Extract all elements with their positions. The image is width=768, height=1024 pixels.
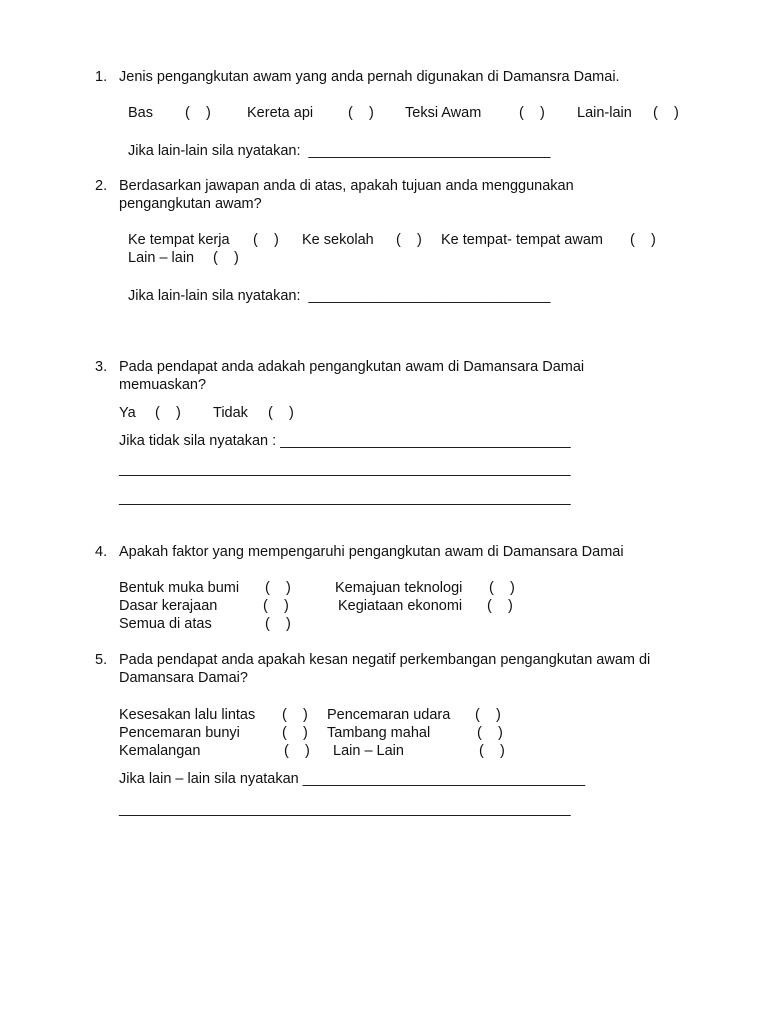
q3-option-label: Tidak bbox=[213, 405, 248, 421]
q5-option-label: Kesesakan lalu lintas bbox=[119, 707, 256, 723]
q4-text: Apakah faktor yang mempengaruhi pengangkutan awam di Damansara Damai bbox=[119, 544, 624, 560]
q3-option-label: Ya bbox=[119, 405, 136, 421]
q4-option-checkbox[interactable]: ( ) bbox=[263, 598, 289, 614]
q3-option-checkbox[interactable]: ( ) bbox=[155, 405, 181, 421]
q2-text: pengangkutan awam? bbox=[119, 196, 262, 212]
q5-option-label: Kemalangan bbox=[119, 743, 201, 759]
q2-text: Berdasarkan jawapan anda di atas, apakah tujuan anda menggunakan bbox=[119, 178, 574, 194]
q5-text: Damansara Damai? bbox=[119, 670, 248, 686]
q5-option-checkbox[interactable]: ( ) bbox=[477, 725, 503, 741]
q1-other-field[interactable]: Jika lain-lain sila nyatakan: ______________________________ bbox=[128, 143, 551, 159]
q2-number: 2. bbox=[95, 178, 108, 194]
q4-number: 4. bbox=[95, 544, 108, 560]
q5-option-checkbox[interactable]: ( ) bbox=[475, 707, 501, 723]
q4-option-checkbox[interactable]: ( ) bbox=[265, 616, 291, 632]
q4-option-checkbox[interactable]: ( ) bbox=[487, 598, 513, 614]
q2-option-label: Lain – lain bbox=[128, 250, 195, 266]
q2-option-checkbox[interactable]: ( ) bbox=[253, 232, 279, 248]
q5-option-checkbox[interactable]: ( ) bbox=[282, 707, 308, 723]
q4-option-label: Dasar kerajaan bbox=[119, 598, 218, 614]
q1-option-checkbox[interactable]: ( ) bbox=[185, 105, 211, 121]
q2-option-label: Ke sekolah bbox=[302, 232, 374, 248]
q1-option-label: Kereta api bbox=[247, 105, 314, 121]
q3-blank-line[interactable]: ________________________________________________________ bbox=[119, 490, 571, 506]
q3-text: memuaskan? bbox=[119, 377, 207, 393]
q4-option-label: Kemajuan teknologi bbox=[335, 580, 463, 596]
q5-option-checkbox[interactable]: ( ) bbox=[479, 743, 505, 759]
q5-option-checkbox[interactable]: ( ) bbox=[284, 743, 310, 759]
q4-option-label: Bentuk muka bumi bbox=[119, 580, 240, 596]
q4-option-checkbox[interactable]: ( ) bbox=[265, 580, 291, 596]
q5-option-checkbox[interactable]: ( ) bbox=[282, 725, 308, 741]
q5-option-label: Pencemaran bunyi bbox=[119, 725, 240, 741]
q1-number: 1. bbox=[95, 69, 108, 85]
q1-option-checkbox[interactable]: ( ) bbox=[653, 105, 679, 121]
q3-other-field[interactable]: Jika tidak sila nyatakan : ____________________________________ bbox=[119, 433, 571, 449]
q3-text: Pada pendapat anda adakah pengangkutan awam di Damansara Damai bbox=[119, 359, 585, 375]
q1-option-checkbox[interactable]: ( ) bbox=[348, 105, 374, 121]
q4-option-checkbox[interactable]: ( ) bbox=[489, 580, 515, 596]
q2-option-label: Ke tempat- tempat awam bbox=[441, 232, 603, 248]
q5-blank-line[interactable]: ________________________________________________________ bbox=[119, 801, 571, 817]
q3-blank-line[interactable]: ________________________________________________________ bbox=[119, 461, 571, 477]
q1-option-label: Teksi Awam bbox=[405, 105, 482, 121]
q1-option-checkbox[interactable]: ( ) bbox=[519, 105, 545, 121]
q2-option-checkbox[interactable]: ( ) bbox=[630, 232, 656, 248]
q1-text: Jenis pengangkutan awam yang anda pernah digunakan di Damansra Damai. bbox=[119, 69, 620, 85]
q2-option-checkbox[interactable]: ( ) bbox=[396, 232, 422, 248]
q3-option-checkbox[interactable]: ( ) bbox=[268, 405, 294, 421]
q5-option-label: Tambang mahal bbox=[327, 725, 431, 741]
q2-option-checkbox[interactable]: ( ) bbox=[213, 250, 239, 266]
q5-number: 5. bbox=[95, 652, 108, 668]
q1-option-label: Lain-lain bbox=[577, 105, 632, 121]
q4-option-label: Semua di atas bbox=[119, 616, 212, 632]
q2-other-field[interactable]: Jika lain-lain sila nyatakan: ______________________________ bbox=[128, 288, 551, 304]
q5-option-label: Pencemaran udara bbox=[327, 707, 451, 723]
q5-text: Pada pendapat anda apakah kesan negatif perkembangan pengangkutan awam di bbox=[119, 652, 651, 668]
q4-option-label: Kegiataan ekonomi bbox=[338, 598, 463, 614]
q3-number: 3. bbox=[95, 359, 108, 375]
q5-option-label: Lain – Lain bbox=[333, 743, 404, 759]
q5-other-field[interactable]: Jika lain – lain sila nyatakan ___________________________________ bbox=[119, 771, 586, 787]
q1-option-label: Bas bbox=[128, 105, 153, 121]
q2-option-label: Ke tempat kerja bbox=[128, 232, 230, 248]
